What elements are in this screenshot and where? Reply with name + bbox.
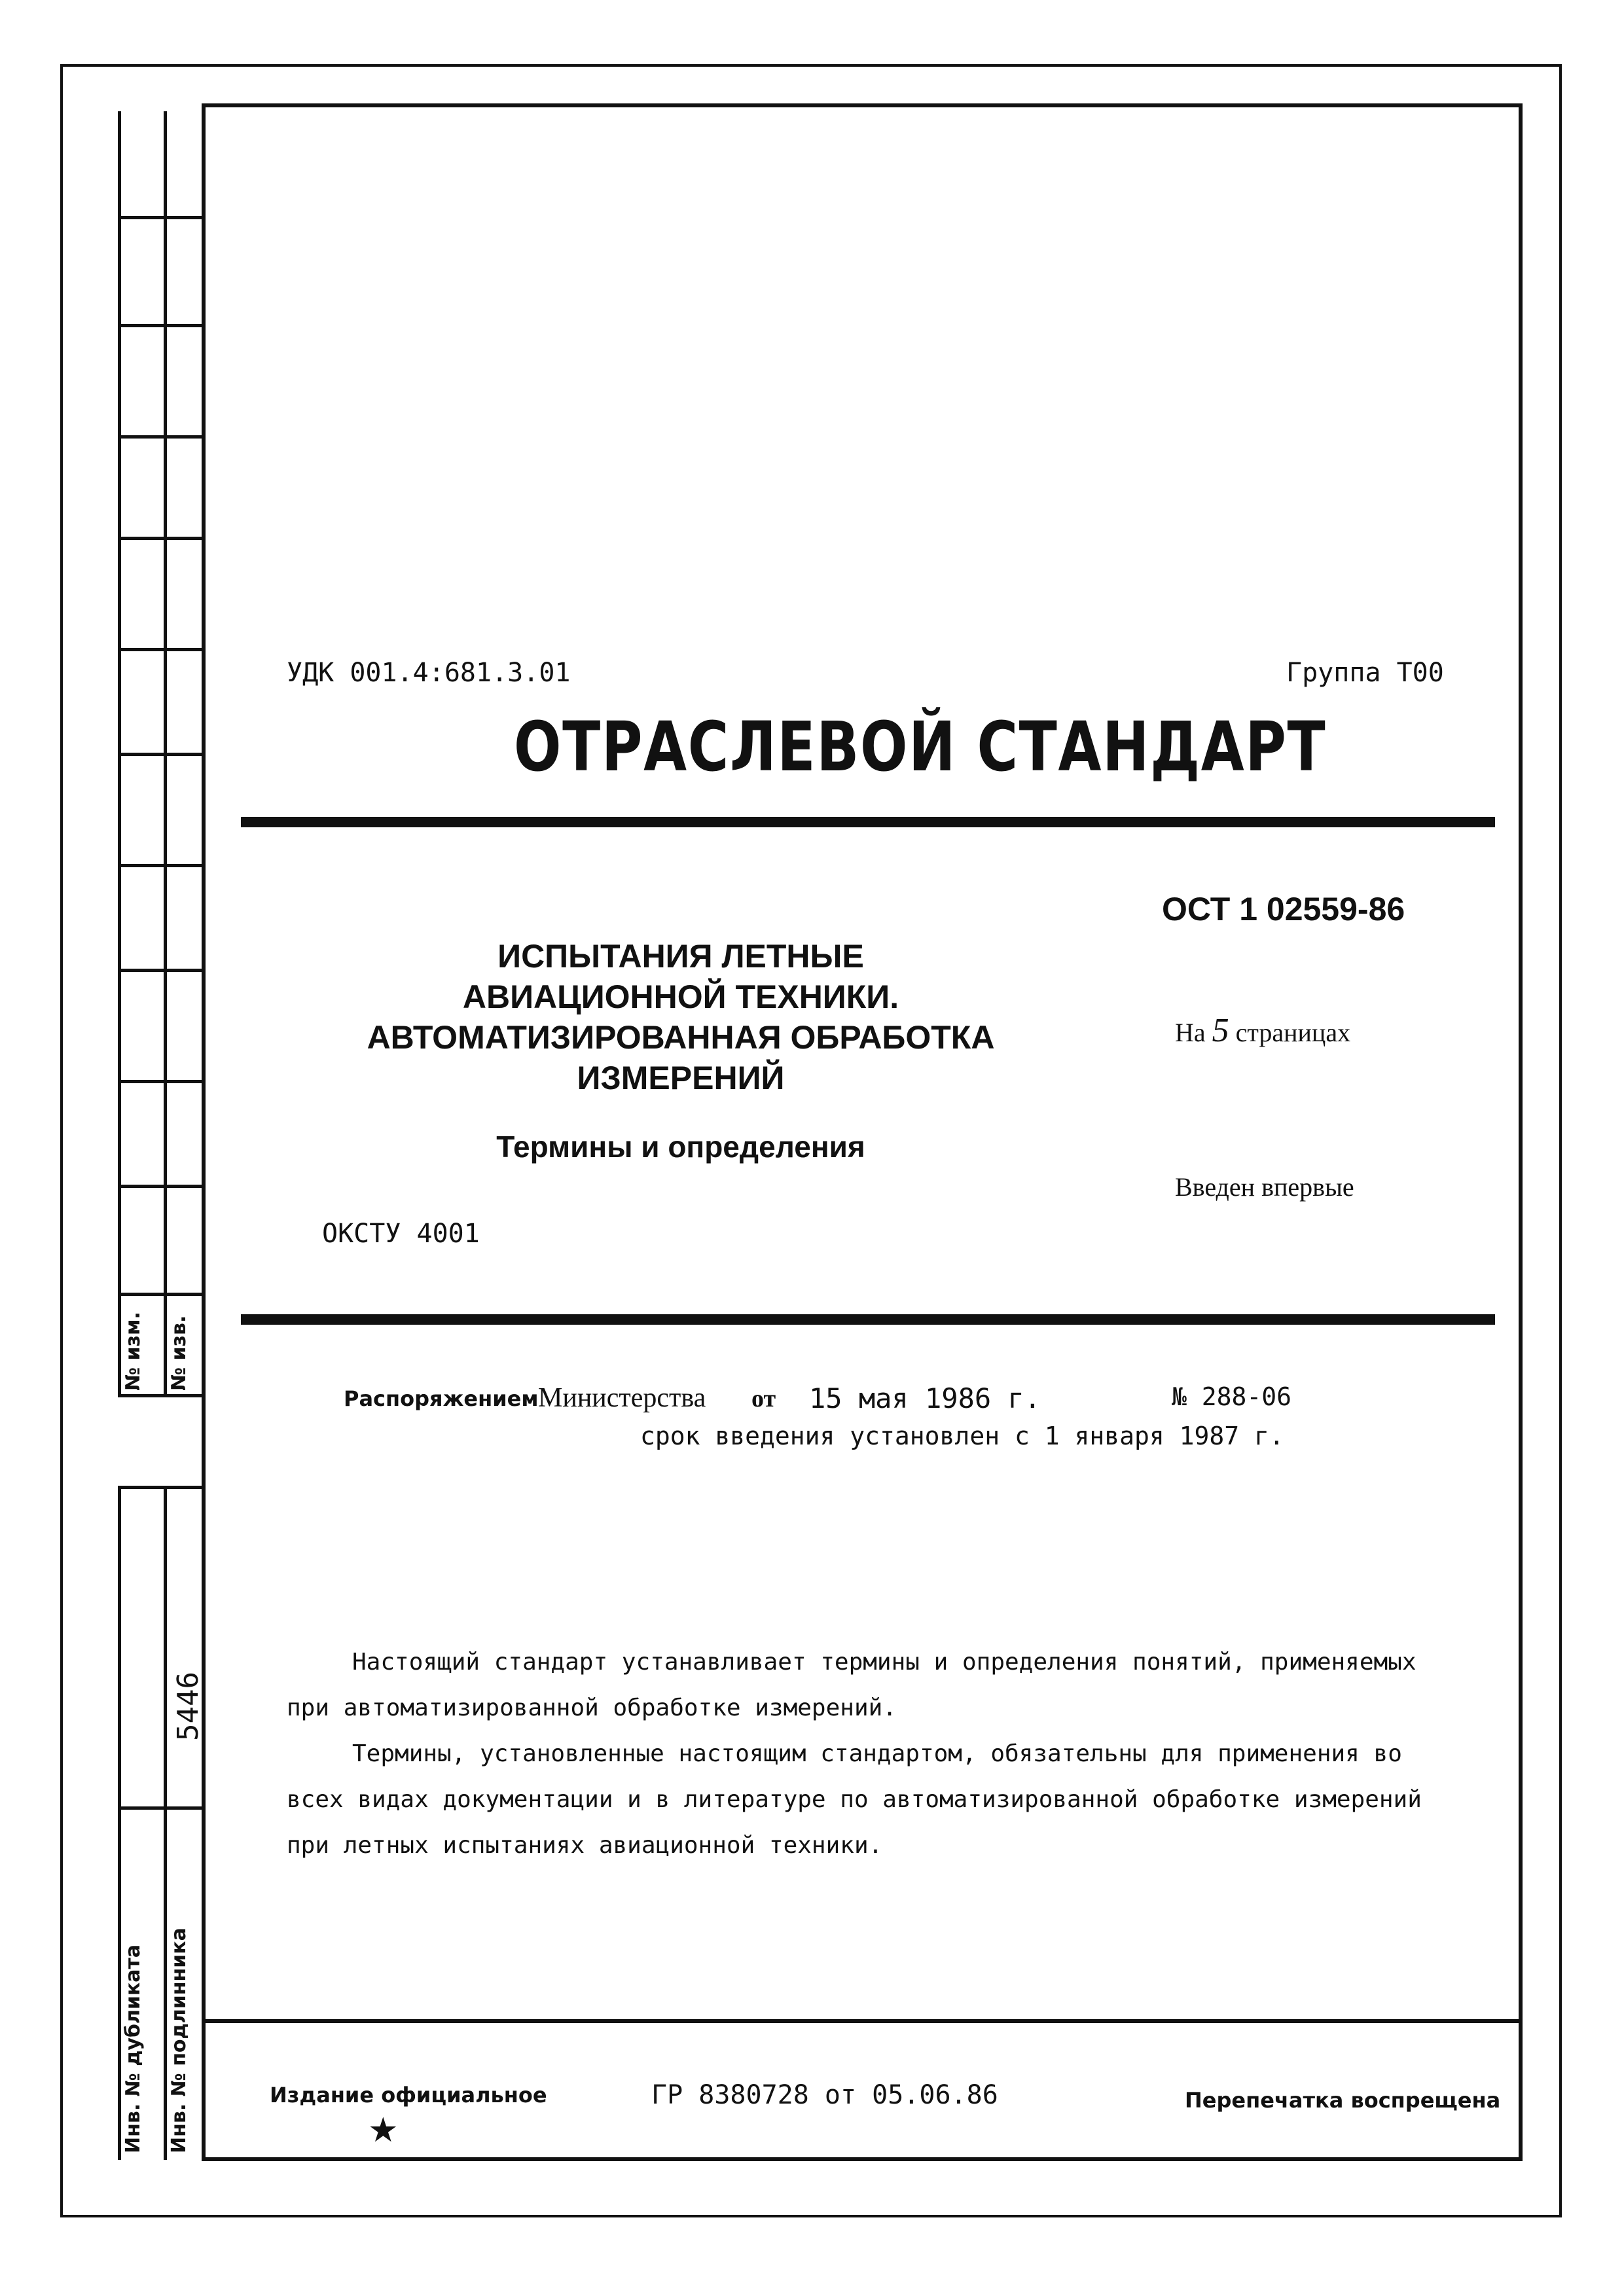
stamp-column-middle-lower <box>164 1486 167 2160</box>
decree-from: от <box>751 1385 776 1412</box>
standard-subtitle: Термины и определения <box>496 1130 865 1164</box>
body-paragraph: Термины, установленные настоящим стандартом, обязательны для применения во всех видах документации и в литературе по автоматизированной обработке измерений при летных испытаниях авиационной техники. <box>287 1740 1422 1859</box>
page-count <box>1175 1011 1350 1050</box>
sidebar-izm-label: № изм. <box>122 1312 145 1391</box>
standard-title <box>288 936 1074 1098</box>
okstu-code: ОКСТУ 4001 <box>322 1219 480 1249</box>
title-line: ИСПЫТАНИЯ ЛЕТНЫЕ <box>497 938 864 975</box>
sidebar-duplicate-label: Инв. № дубликата <box>122 1944 145 2153</box>
stamp-row-divider <box>118 1394 202 1397</box>
decree-ministry: Министерства <box>538 1383 706 1413</box>
standard-code: ОСТ 1 02559-86 <box>1162 891 1405 927</box>
sidebar-izv-label: № изв. <box>168 1315 190 1391</box>
decree-label: Распоряжением <box>344 1386 539 1411</box>
decree-date: 15 мая 1986 г. <box>809 1382 1041 1414</box>
star-mark: ★ <box>368 2111 399 2149</box>
title-line: ИЗМЕРЕНИЙ <box>577 1060 785 1096</box>
page-count-suffix: страницах <box>1235 1018 1351 1047</box>
sidebar-original-label: Инв. № подлинника <box>168 1928 190 2153</box>
page-count-number: 5 <box>1212 1012 1229 1049</box>
stamp-row-divider <box>118 435 202 439</box>
stamp-row-divider <box>118 864 202 867</box>
stamp-row-divider <box>118 537 202 540</box>
body-paragraph: Настоящий стандарт устанавливает термины и определения понятий, применяемых при автоматизированной обработке измерений. <box>287 1649 1416 1721</box>
lower-thick-rule <box>241 1314 1495 1325</box>
stamp-row-divider <box>118 1806 202 1810</box>
document-type-title: ОТРАСЛЕВОЙ СТАНДАРТ <box>514 707 1327 787</box>
registration-number: ГР 8380728 от 05.06.86 <box>651 2080 998 2110</box>
group-code: Группа Т00 <box>1286 658 1444 688</box>
inventory-number: 5446 <box>171 1672 205 1741</box>
stamp-row-divider <box>118 1185 202 1188</box>
stamp-row-divider <box>118 648 202 651</box>
title-line: АВТОМАТИЗИРОВАННАЯ ОБРАБОТКА <box>367 1019 995 1056</box>
introduced-note: Введен впервые <box>1175 1172 1354 1202</box>
page-count-prefix: На <box>1175 1018 1206 1047</box>
stamp-row-divider <box>118 1293 202 1296</box>
stamp-row-divider <box>118 1486 202 1489</box>
stamp-row-divider <box>118 324 202 327</box>
edition-note: Издание официальное <box>270 2083 547 2108</box>
effective-date: срок введения установлен с 1 января 1987 г. <box>640 1422 1284 1450</box>
reprint-notice: Перепечатка воспрещена <box>1185 2088 1501 2113</box>
upper-thick-rule <box>241 817 1495 827</box>
footer-divider <box>202 2019 1523 2023</box>
stamp-row-divider <box>118 753 202 756</box>
stamp-row-divider <box>118 969 202 972</box>
decree-number: № 288-06 <box>1172 1382 1292 1411</box>
stamp-row-divider <box>118 216 202 219</box>
stamp-row-divider <box>118 1080 202 1083</box>
title-line: АВИАЦИОННОЙ ТЕХНИКИ. <box>462 978 899 1015</box>
udk-code: УДК 001.4:681.3.01 <box>287 658 571 688</box>
stamp-column-left-lower <box>118 1486 121 2160</box>
